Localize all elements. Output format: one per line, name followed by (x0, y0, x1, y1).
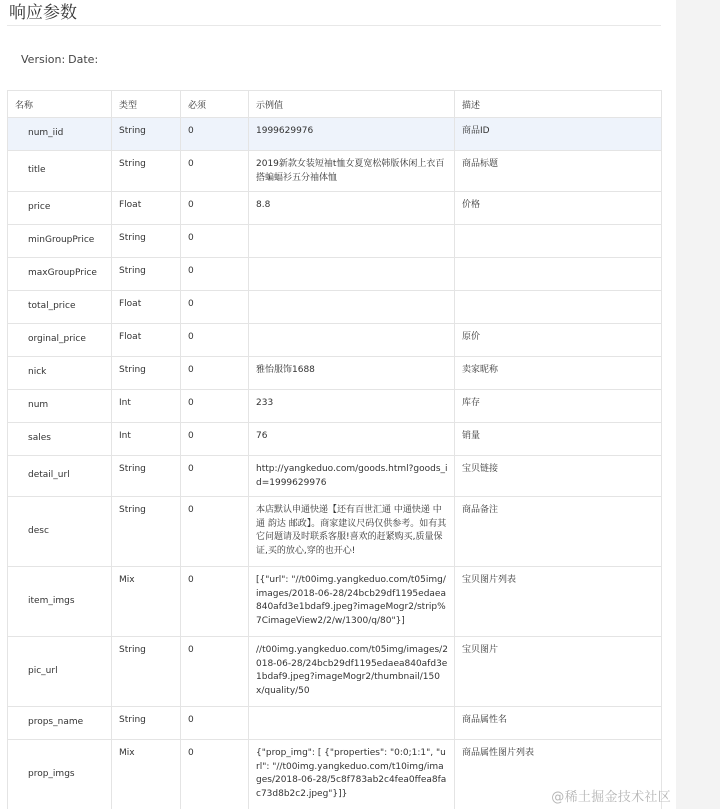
param-required-cell: 0 (181, 456, 249, 497)
param-example-cell: 8.8 (249, 192, 455, 225)
version-date-line (21, 52, 101, 68)
param-type-cell: String (112, 357, 181, 390)
param-required-cell: 0 (181, 423, 249, 456)
param-description-cell (455, 258, 662, 291)
table-row (8, 118, 662, 151)
param-required-cell: 0 (181, 324, 249, 357)
param-example-cell: 雅怡服饰1688 (249, 357, 455, 390)
header-example: 示例值 (249, 91, 455, 118)
table-row (8, 324, 662, 357)
param-example-cell: 本店默认申通快递【还有百世汇通 中通快递 中通 韵达 邮政】。商家建议尺码仅供参考。如有其它问题请及时联系客服!喜欢的赶紧购买,质量保证,买的放心,穿的也开心! (249, 497, 455, 567)
table-row (8, 390, 662, 423)
param-description-cell: 商品属性图片列表 (455, 740, 662, 809)
param-example-cell (249, 291, 455, 324)
param-description-cell: 商品备注 (455, 497, 662, 567)
param-name-cell: detail_url (8, 456, 112, 497)
param-type-cell: String (112, 456, 181, 497)
param-name-cell: props_name (8, 707, 112, 740)
param-name-cell: num (8, 390, 112, 423)
param-required-cell: 0 (181, 497, 249, 567)
param-name-cell: item_imgs (8, 567, 112, 637)
param-type-cell: Mix (112, 567, 181, 637)
param-example-cell (249, 225, 455, 258)
param-type-cell: String (112, 258, 181, 291)
table-row (8, 423, 662, 456)
table-body (8, 118, 662, 809)
right-side-panel (676, 0, 720, 809)
header-description: 描述 (455, 91, 662, 118)
param-description-cell: 卖家昵称 (455, 357, 662, 390)
param-required-cell: 0 (181, 637, 249, 707)
param-description-cell: 商品标题 (455, 151, 662, 192)
table-row (8, 456, 662, 497)
table-row (8, 192, 662, 225)
param-example-cell: {"prop_img": [ {"properties": "0:0;1:1", "url": "//t00img.yangkeduo.com/t10img/images/2018-06-28/5c8f783ab2c4fea0ffea8fac73d8b2c2.jpeg"}]} (249, 740, 455, 809)
param-example-cell: 233 (249, 390, 455, 423)
param-required-cell: 0 (181, 118, 249, 151)
param-type-cell: Float (112, 324, 181, 357)
param-example-cell: 2019新款女装短袖t恤女夏宽松韩版休闲上衣百搭蝙蝠衫五分袖体恤 (249, 151, 455, 192)
param-type-cell: Float (112, 291, 181, 324)
param-type-cell: Int (112, 390, 181, 423)
param-example-cell: 1999629976 (249, 118, 455, 151)
version-label: Version: (21, 53, 66, 66)
param-name-cell: num_iid (8, 118, 112, 151)
param-required-cell: 0 (181, 192, 249, 225)
param-type-cell: String (112, 497, 181, 567)
param-example-cell (249, 324, 455, 357)
param-required-cell: 0 (181, 707, 249, 740)
title-divider (7, 25, 661, 26)
header-required: 必须 (181, 91, 249, 118)
param-type-cell: String (112, 637, 181, 707)
table-row (8, 497, 662, 567)
param-required-cell: 0 (181, 740, 249, 809)
param-name-cell: total_price (8, 291, 112, 324)
header-type: 类型 (112, 91, 181, 118)
param-type-cell: String (112, 118, 181, 151)
param-example-cell (249, 258, 455, 291)
table-row (8, 225, 662, 258)
param-description-cell: 商品ID (455, 118, 662, 151)
param-required-cell: 0 (181, 151, 249, 192)
param-type-cell: Float (112, 192, 181, 225)
header-name: 名称 (8, 91, 112, 118)
watermark: @稀土掘金技术社区 (551, 790, 671, 805)
param-description-cell: 宝贝图片 (455, 637, 662, 707)
table-header-row (8, 91, 662, 118)
param-example-cell: [{"url": "//t00img.yangkeduo.com/t05img/images/2018-06-28/24bcb29df1195edaea840afd3e1bdaf9.jpeg?imageMogr2/strip%7CimageView2/2/w/1300/q/80"}] (249, 567, 455, 637)
param-name-cell: sales (8, 423, 112, 456)
param-example-cell: //t00img.yangkeduo.com/t05img/images/2018-06-28/24bcb29df1195edaea840afd3e1bdaf9.jpeg?imageMogr2/thumbnail/150x/quality/50 (249, 637, 455, 707)
param-name-cell: maxGroupPrice (8, 258, 112, 291)
param-name-cell: price (8, 192, 112, 225)
section-title: 响应参数 (9, 3, 77, 23)
param-description-cell: 销量 (455, 423, 662, 456)
param-name-cell: pic_url (8, 637, 112, 707)
table-row (8, 357, 662, 390)
param-required-cell: 0 (181, 225, 249, 258)
param-name-cell: orginal_price (8, 324, 112, 357)
table-row (8, 258, 662, 291)
param-type-cell: String (112, 225, 181, 258)
param-type-cell: String (112, 151, 181, 192)
table-row (8, 151, 662, 192)
param-description-cell (455, 291, 662, 324)
param-description-cell: 宝贝链接 (455, 456, 662, 497)
param-type-cell: Int (112, 423, 181, 456)
param-required-cell: 0 (181, 258, 249, 291)
param-description-cell (455, 225, 662, 258)
table-row (8, 707, 662, 740)
param-description-cell: 价格 (455, 192, 662, 225)
param-name-cell: nick (8, 357, 112, 390)
param-type-cell: String (112, 707, 181, 740)
param-required-cell: 0 (181, 390, 249, 423)
param-example-cell: http://yangkeduo.com/goods.html?goods_id=1999629976 (249, 456, 455, 497)
table-row (8, 567, 662, 637)
table-row (8, 637, 662, 707)
param-example-cell (249, 707, 455, 740)
param-example-cell: 76 (249, 423, 455, 456)
param-required-cell: 0 (181, 291, 249, 324)
response-params-table (7, 90, 662, 809)
date-label: Date: (68, 53, 99, 66)
param-name-cell: minGroupPrice (8, 225, 112, 258)
param-name-cell: desc (8, 497, 112, 567)
param-type-cell: Mix (112, 740, 181, 809)
param-required-cell: 0 (181, 567, 249, 637)
param-description-cell: 原价 (455, 324, 662, 357)
param-description-cell: 宝贝图片列表 (455, 567, 662, 637)
param-description-cell: 库存 (455, 390, 662, 423)
param-description-cell: 商品属性名 (455, 707, 662, 740)
param-name-cell: prop_imgs (8, 740, 112, 809)
param-required-cell: 0 (181, 357, 249, 390)
table-row (8, 291, 662, 324)
param-name-cell: title (8, 151, 112, 192)
